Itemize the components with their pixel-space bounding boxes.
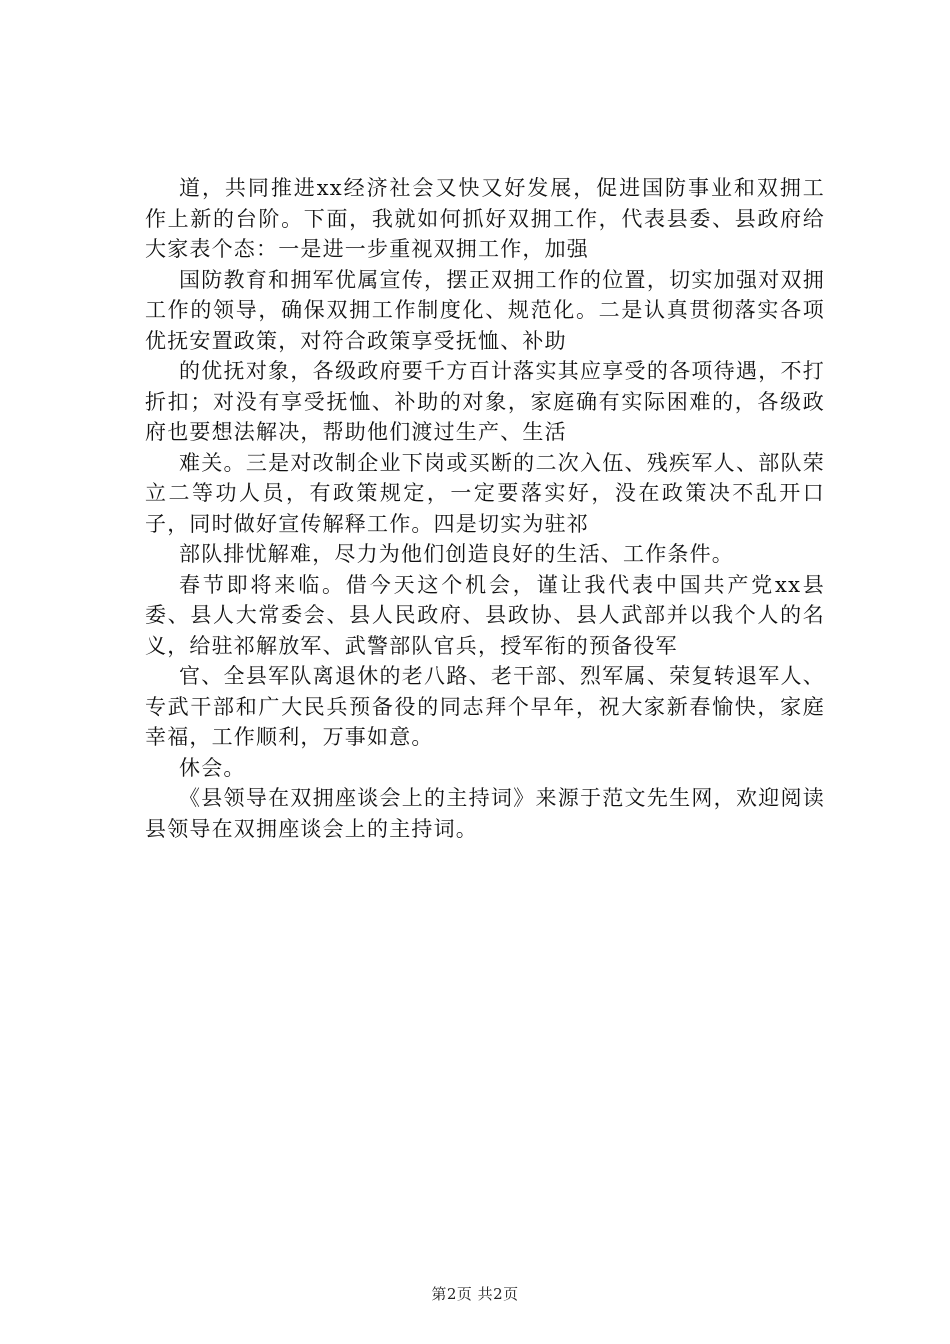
paragraph: 难关。三是对改制企业下岗或买断的二次入伍、残疾军人、部队荣立二等功人员，有政策规定，一定要落实好，没在政策决不乱开口子，同时做好宣传解释工作。四是切实为驻祁 (145, 450, 825, 536)
page-number-label: 第2页 共2页 (431, 1285, 519, 1303)
paragraph: 官、全县军队离退休的老八路、老干部、烈军属、荣复转退军人、专武干部和广大民兵预备役的同志拜个早年，祝大家新春愉快，家庭幸福，工作顺利，万事如意。 (145, 664, 825, 749)
document-body (145, 173, 825, 844)
page-footer (0, 1283, 950, 1304)
paragraph: 的优抚对象，各级政府要千方百计落实其应享受的各项待遇，不打折扣；对没有享受抚恤、补助的对象，家庭确有实际困难的，各级政府也要想法解决，帮助他们渡过生产、生活 (145, 359, 825, 444)
paragraph: 春节即将来临。借今天这个机会，谨让我代表中国共产党xx县委、县人大常委会、县人民政府、县政协、县人武部并以我个人的名义，给驻祁解放军、武警部队官兵，授军衔的预备役军 (145, 572, 825, 658)
paragraph: 《县领导在双拥座谈会上的主持词》来源于范文先生网，欢迎阅读县领导在双拥座谈会上的主持词。 (145, 786, 825, 841)
paragraph: 国防教育和拥军优属宣传，摆正双拥工作的位置，切实加强对双拥工作的领导，确保双拥工作制度化、规范化。二是认真贯彻落实各项优抚安置政策，对符合政策享受抚恤、补助 (145, 267, 825, 353)
paragraph: 道，共同推进xx经济社会又快又好发展，促进国防事业和双拥工作上新的台阶。下面，我就如何抓好双拥工作，代表县委、县政府给大家表个态：一是进一步重视双拥工作，加强 (145, 176, 825, 261)
paragraph: 休会。 (179, 755, 246, 780)
paragraph: 部队排忧解难，尽力为他们创造良好的生活、工作条件。 (179, 542, 734, 566)
